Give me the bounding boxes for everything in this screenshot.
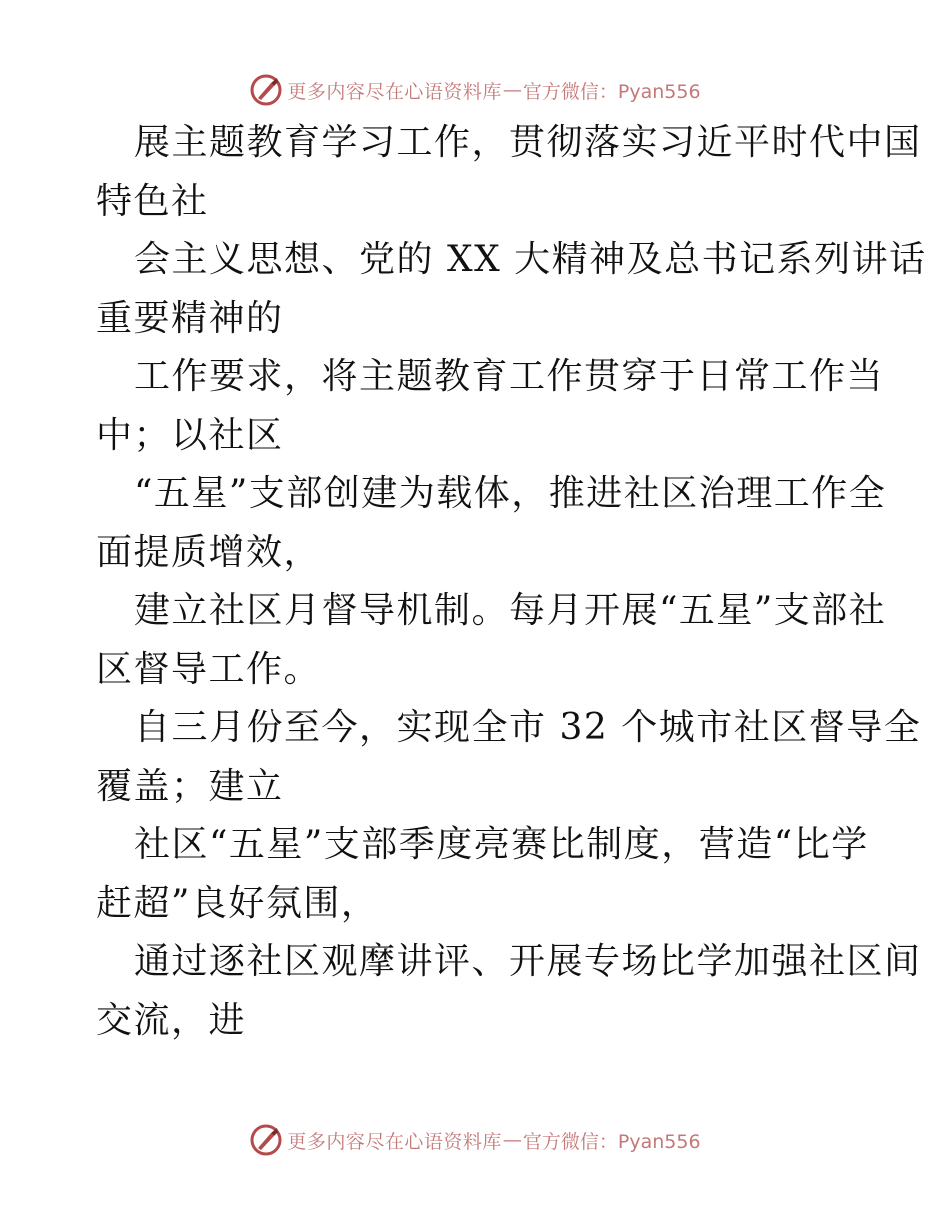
paragraph-line: 覆盖；建立	[96, 765, 284, 807]
paragraph-line: 特色社	[96, 180, 209, 222]
paragraph-line: 通过逐社区观摩讲评、开展专场比学加强社区间	[134, 941, 922, 982]
paragraph-line: 重要精神的	[96, 297, 284, 339]
watermark-text: 更多内容尽在心语资料库	[287, 80, 502, 103]
paragraph-line: 展主题教育学习工作，贯彻落实习近平时代中国	[134, 122, 922, 163]
paragraph-line: 面提质增效，	[96, 531, 322, 573]
quill-pen-logo-icon	[249, 1123, 283, 1157]
paragraph-line: “五星”支部创建为载体，推进社区治理工作全	[134, 473, 887, 514]
paragraph-line: 区督导工作。	[96, 648, 322, 690]
paragraph-line: 交流，进	[96, 999, 247, 1041]
watermark-wechat: 官方微信：Pyan556	[522, 80, 701, 103]
watermark-dash: —	[502, 1129, 522, 1151]
document-body	[96, 114, 927, 1050]
header-watermark	[0, 70, 950, 110]
watermark-dash: —	[502, 79, 522, 101]
paragraph-line: 中；以社区	[96, 414, 284, 456]
paragraph-line: 会主义思想、党的 XX 大精神及总书记系列讲话	[134, 239, 927, 280]
quill-pen-logo-icon	[249, 73, 283, 107]
paragraph-line: 赶超”良好氛围，	[96, 882, 379, 924]
footer-watermark	[0, 1120, 950, 1160]
watermark-text: 更多内容尽在心语资料库	[287, 1130, 502, 1153]
paragraph-line: 建立社区月督导机制。每月开展“五星”支部社	[134, 590, 887, 631]
paragraph-line: 自三月份至今，实现全市 32 个城市社区督导全	[134, 707, 922, 748]
paragraph-line: 社区“五星”支部季度亮赛比制度，营造“比学	[134, 824, 869, 865]
paragraph-line: 工作要求，将主题教育工作贯穿于日常工作当	[134, 356, 885, 397]
watermark-wechat: 官方微信：Pyan556	[522, 1130, 701, 1153]
